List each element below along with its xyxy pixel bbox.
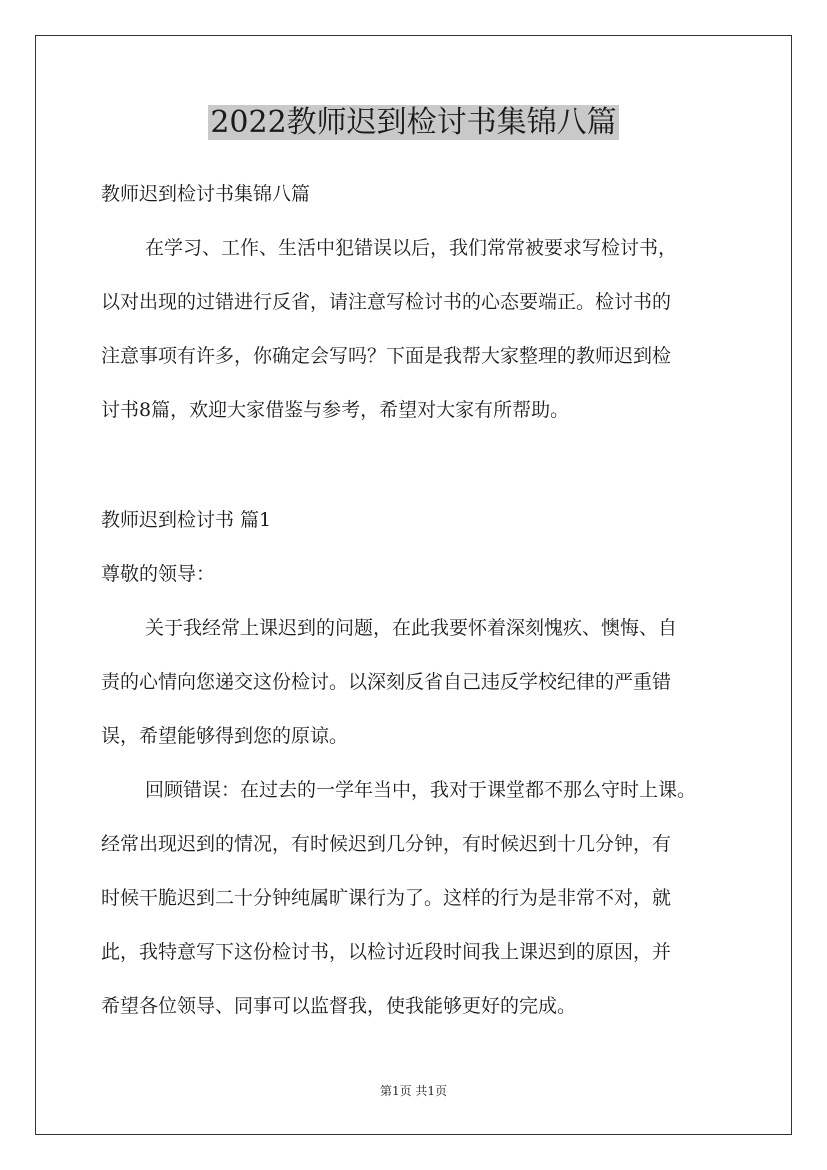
paragraph-line: 希望各位领导、同事可以监督我，使我能够更好的完成。 bbox=[101, 995, 577, 1017]
document-title bbox=[0, 101, 827, 145]
body-paragraph-1 bbox=[101, 615, 741, 777]
salutation: 尊敬的领导： bbox=[101, 563, 216, 585]
paragraph-line: 责的心情向您递交这份检讨。以深刻反省自己违反学校纪律的严重错 bbox=[101, 671, 672, 693]
paragraph-line: 经常出现迟到的情况，有时候迟到几分钟，有时候迟到十几分钟，有 bbox=[101, 833, 672, 855]
paragraph-line: 回顾错误：在过去的一学年当中，我对于课堂都不那么守时上课。 bbox=[145, 779, 697, 801]
page-footer: 第1页 共1页 bbox=[379, 1084, 448, 1098]
section-heading: 教师迟到检讨书 篇1 bbox=[101, 509, 272, 531]
paragraph-line: 此，我特意写下这份检讨书，以检讨近段时间我上课迟到的原因，并 bbox=[101, 941, 672, 963]
intro-line: 注意事项有许多，你确定会写吗？下面是我帮大家整理的教师迟到检 bbox=[101, 345, 672, 367]
intro-line: 讨书8篇，欢迎大家借鉴与参考，希望对大家有所帮助。 bbox=[101, 399, 570, 421]
paragraph-line: 关于我经常上课迟到的问题，在此我要怀着深刻愧疚、懊悔、自 bbox=[145, 617, 678, 639]
intro-paragraph bbox=[101, 235, 741, 451]
paragraph-line: 误，希望能够得到您的原谅。 bbox=[101, 725, 349, 747]
document-title-text: 2022教师迟到检讨书集锦八篇 bbox=[210, 105, 617, 140]
paragraph-line: 时候干脆迟到二十分钟纯属旷课行为了。这样的行为是非常不对，就 bbox=[101, 887, 672, 909]
intro-line: 以对出现的过错进行反省，请注意写检讨书的心态要端正。检讨书的 bbox=[101, 291, 672, 313]
body-paragraph-2 bbox=[101, 777, 741, 1047]
document-subtitle: 教师迟到检讨书集锦八篇 bbox=[101, 183, 311, 205]
intro-line: 在学习、工作、生活中犯错误以后，我们常常被要求写检讨书， bbox=[145, 237, 678, 259]
